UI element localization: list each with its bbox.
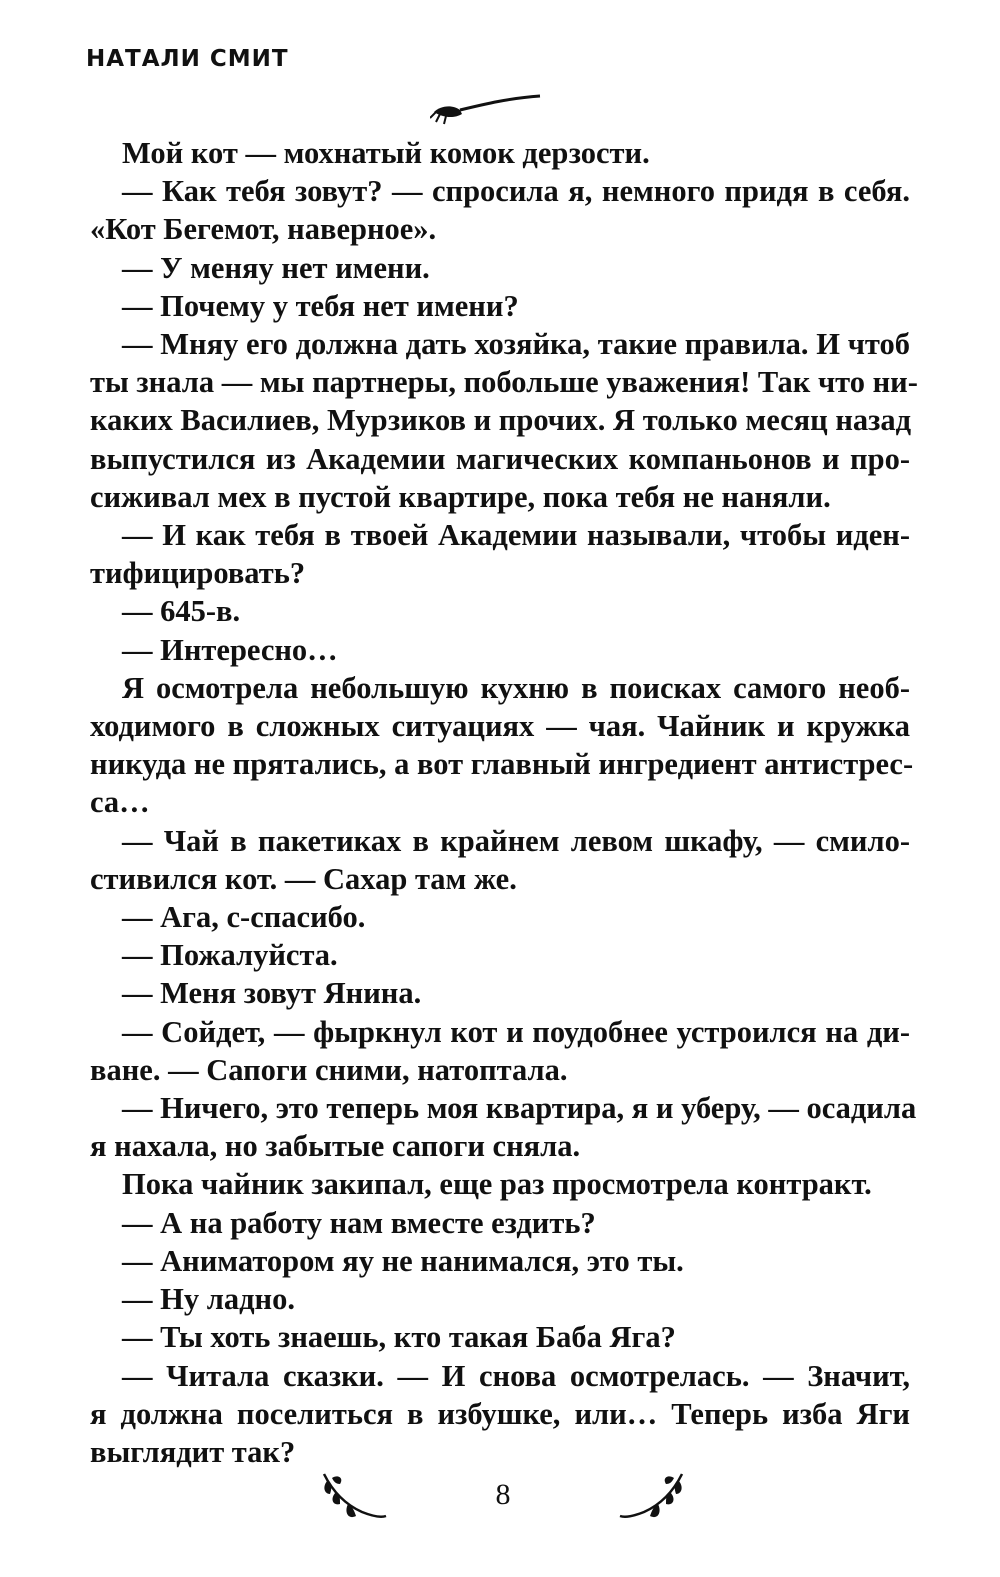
text-line: выглядит так? [90, 1434, 296, 1469]
text-line: — И как тебя в твоей Академии называли, чтобы иден- [122, 518, 910, 553]
text-line: — Как тебя зовут? — спросила я, немного придя в себя. [122, 174, 910, 209]
text-line: никуда не прятались, а вот главный ингредиент антистрес- [90, 747, 914, 782]
text-line: тифицировать? [90, 556, 306, 591]
text-line: — Ничего, это теперь моя квартира, я и уберу, — осадила [122, 1091, 917, 1126]
text-line: ходимого в сложных ситуациях — чая. Чайник и кружка [90, 709, 910, 744]
text-line: — Интересно… [122, 632, 338, 667]
text-line: — Почему у тебя нет имени? [122, 288, 519, 323]
text-line: я нахала, но забытые сапоги сняла. [90, 1129, 581, 1164]
text-line: — А на работу нам вместе ездить? [122, 1205, 596, 1240]
text-line: — Ну ладно. [122, 1282, 295, 1317]
text-line: я должна поселиться в избушке, или… Теперь изба Яги [90, 1396, 910, 1431]
text-line: — Ты хоть знаешь, кто такая Баба Яга? [122, 1320, 676, 1355]
leaf-branch-icon [618, 1470, 688, 1526]
text-line: — 645-в. [122, 594, 241, 629]
text-line: Пока чайник закипал, еще раз просмотрела контракт. [122, 1167, 872, 1202]
text-line: Я осмотрела небольшую кухню в поисках самого необ- [122, 670, 910, 705]
body-text [90, 134, 918, 1471]
text-line: — Читала сказки. — И снова осмотрелась. — Значит, [122, 1358, 910, 1393]
leaf-branch-icon [318, 1470, 388, 1526]
text-line: — Мняу его должна дать хозяйка, такие правила. И чтоб [122, 327, 910, 362]
text-line: «Кот Бегемот, наверное». [90, 212, 437, 247]
page-number: 8 [495, 1478, 511, 1511]
running-head-author: НАТАЛИ СМИТ [86, 46, 289, 72]
text-line: са… [90, 785, 150, 820]
text-line: стивился кот. — Сахар там же. [90, 861, 517, 896]
text-line: выпустился из Академии магических компаньонов и про- [90, 441, 910, 476]
text-line: Мой кот — мохнатый комок дерзости. [122, 136, 650, 170]
text-line: — Сойдет, — фыркнул кот и поудобнее устроился на ди- [122, 1014, 910, 1049]
text-line: ване. — Сапоги сними, натоптала. [90, 1052, 568, 1087]
text-line: — Ага, с-спасибо. [122, 900, 366, 935]
text-line: — Аниматором яу не нанимался, это ты. [122, 1243, 684, 1278]
text-line: — У меняу нет имени. [122, 250, 430, 285]
broom-icon [430, 92, 542, 128]
text-line: — Пожалуйста. [122, 938, 338, 973]
text-line: ты знала — мы партнеры, побольше уважения! Так что ни- [90, 365, 918, 400]
text-line: каких Василиев, Мурзиков и прочих. Я только месяц назад [90, 403, 912, 438]
text-line: — Меня зовут Янина. [122, 976, 422, 1011]
text-line: — Чай в пакетиках в крайнем левом шкафу, — смило- [122, 823, 910, 858]
text-line: сиживал мех в пустой квартире, пока тебя не наняли. [90, 479, 831, 514]
